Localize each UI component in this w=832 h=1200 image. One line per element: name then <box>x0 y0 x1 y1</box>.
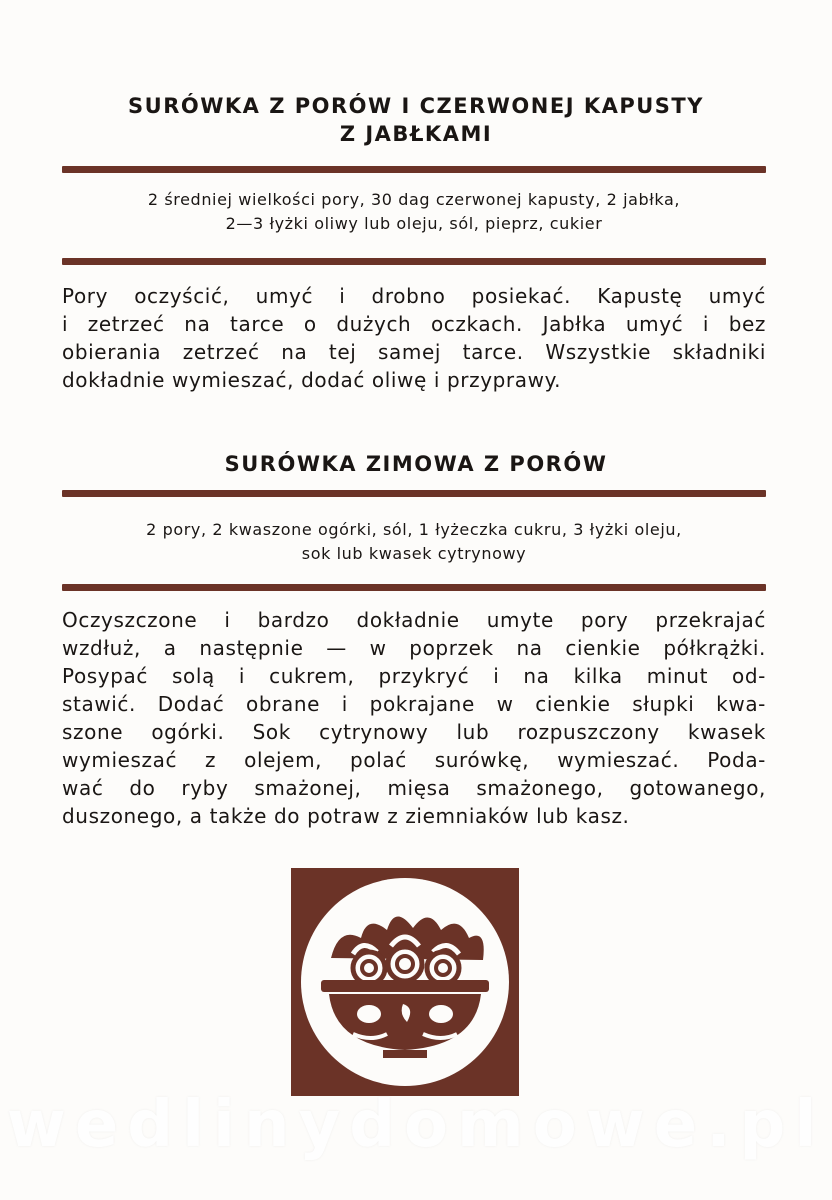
salad-bowl-icon <box>291 868 519 1096</box>
recipe-2-title <box>60 450 772 478</box>
recipe-1-top-rule <box>62 166 766 173</box>
recipe-2-method-line-7: wać do ryby smażonej, mięsa smażonego, gotowanego, <box>62 776 766 800</box>
recipe-1-method-line-3: obierania zetrzeć na tej samej tarce. Wszystkie składniki <box>62 340 766 364</box>
recipe-2-method-line-5: szone ogórki. Sok cytrynowy lub rozpuszczony kwasek <box>62 720 766 744</box>
recipe-1-title <box>60 92 772 148</box>
recipe-1-bottom-rule <box>62 258 766 265</box>
recipe-2-ingredients-line-1: 2 pory, 2 kwaszone ogórki, sól, 1 łyżeczka cukru, 3 łyżki oleju, <box>146 520 682 539</box>
recipe-1-method <box>62 282 766 394</box>
recipe-2-method-line-4: stawić. Dodać obrane i pokrajane w cienkie słupki kwa- <box>62 692 766 716</box>
recipe-1-method-line-1: Pory oczyścić, umyć i drobno posiekać. Kapustę umyć <box>62 284 766 308</box>
watermark: wedlinydomowe.pl <box>6 1088 826 1162</box>
recipe-2-ingredients <box>62 518 766 566</box>
recipe-1-method-line-2: i zetrzeć na tarce o dużych oczkach. Jabłka umyć i bez <box>62 312 766 336</box>
recipe-2-method-line-1: Oczyszczone i bardzo dokładnie umyte pory przekrajać <box>62 608 766 632</box>
recipe-2-top-rule <box>62 490 766 497</box>
recipe-2-title-line-1: SURÓWKA ZIMOWA Z PORÓW <box>224 452 608 476</box>
recipe-1-ingredients <box>62 188 766 236</box>
recipe-2-method <box>62 606 766 830</box>
recipe-2-method-line-3: Posypać solą i cukrem, przykryć i na kilka minut od- <box>62 664 766 688</box>
recipe-2-method-line-6: wymieszać z olejem, polać surówkę, wymieszać. Poda- <box>62 748 766 772</box>
recipe-2-bottom-rule <box>62 584 766 591</box>
recipe-1-title-line-2: Z JABŁKAMI <box>339 122 493 146</box>
recipe-2-method-line-2: wzdłuż, a następnie — w poprzek na cienkie półkrążki. <box>62 636 766 660</box>
recipe-1-method-line-4: dokładnie wymieszać, dodać oliwę i przyprawy. <box>62 368 562 392</box>
recipe-2-method-line-8: duszonego, a także do potraw z ziemniaków lub kasz. <box>62 804 630 828</box>
recipe-1-ingredients-line-1: 2 średniej wielkości pory, 30 dag czerwonej kapusty, 2 jabłka, <box>147 190 681 209</box>
recipe-2-ingredients-line-2: sok lub kwasek cytrynowy <box>301 544 527 563</box>
recipe-1-ingredients-line-2: 2—3 łyżki oliwy lub oleju, sól, pieprz, cukier <box>225 214 603 233</box>
recipe-1-title-line-1: SURÓWKA Z PORÓW I CZERWONEJ KAPUSTY <box>128 94 704 118</box>
